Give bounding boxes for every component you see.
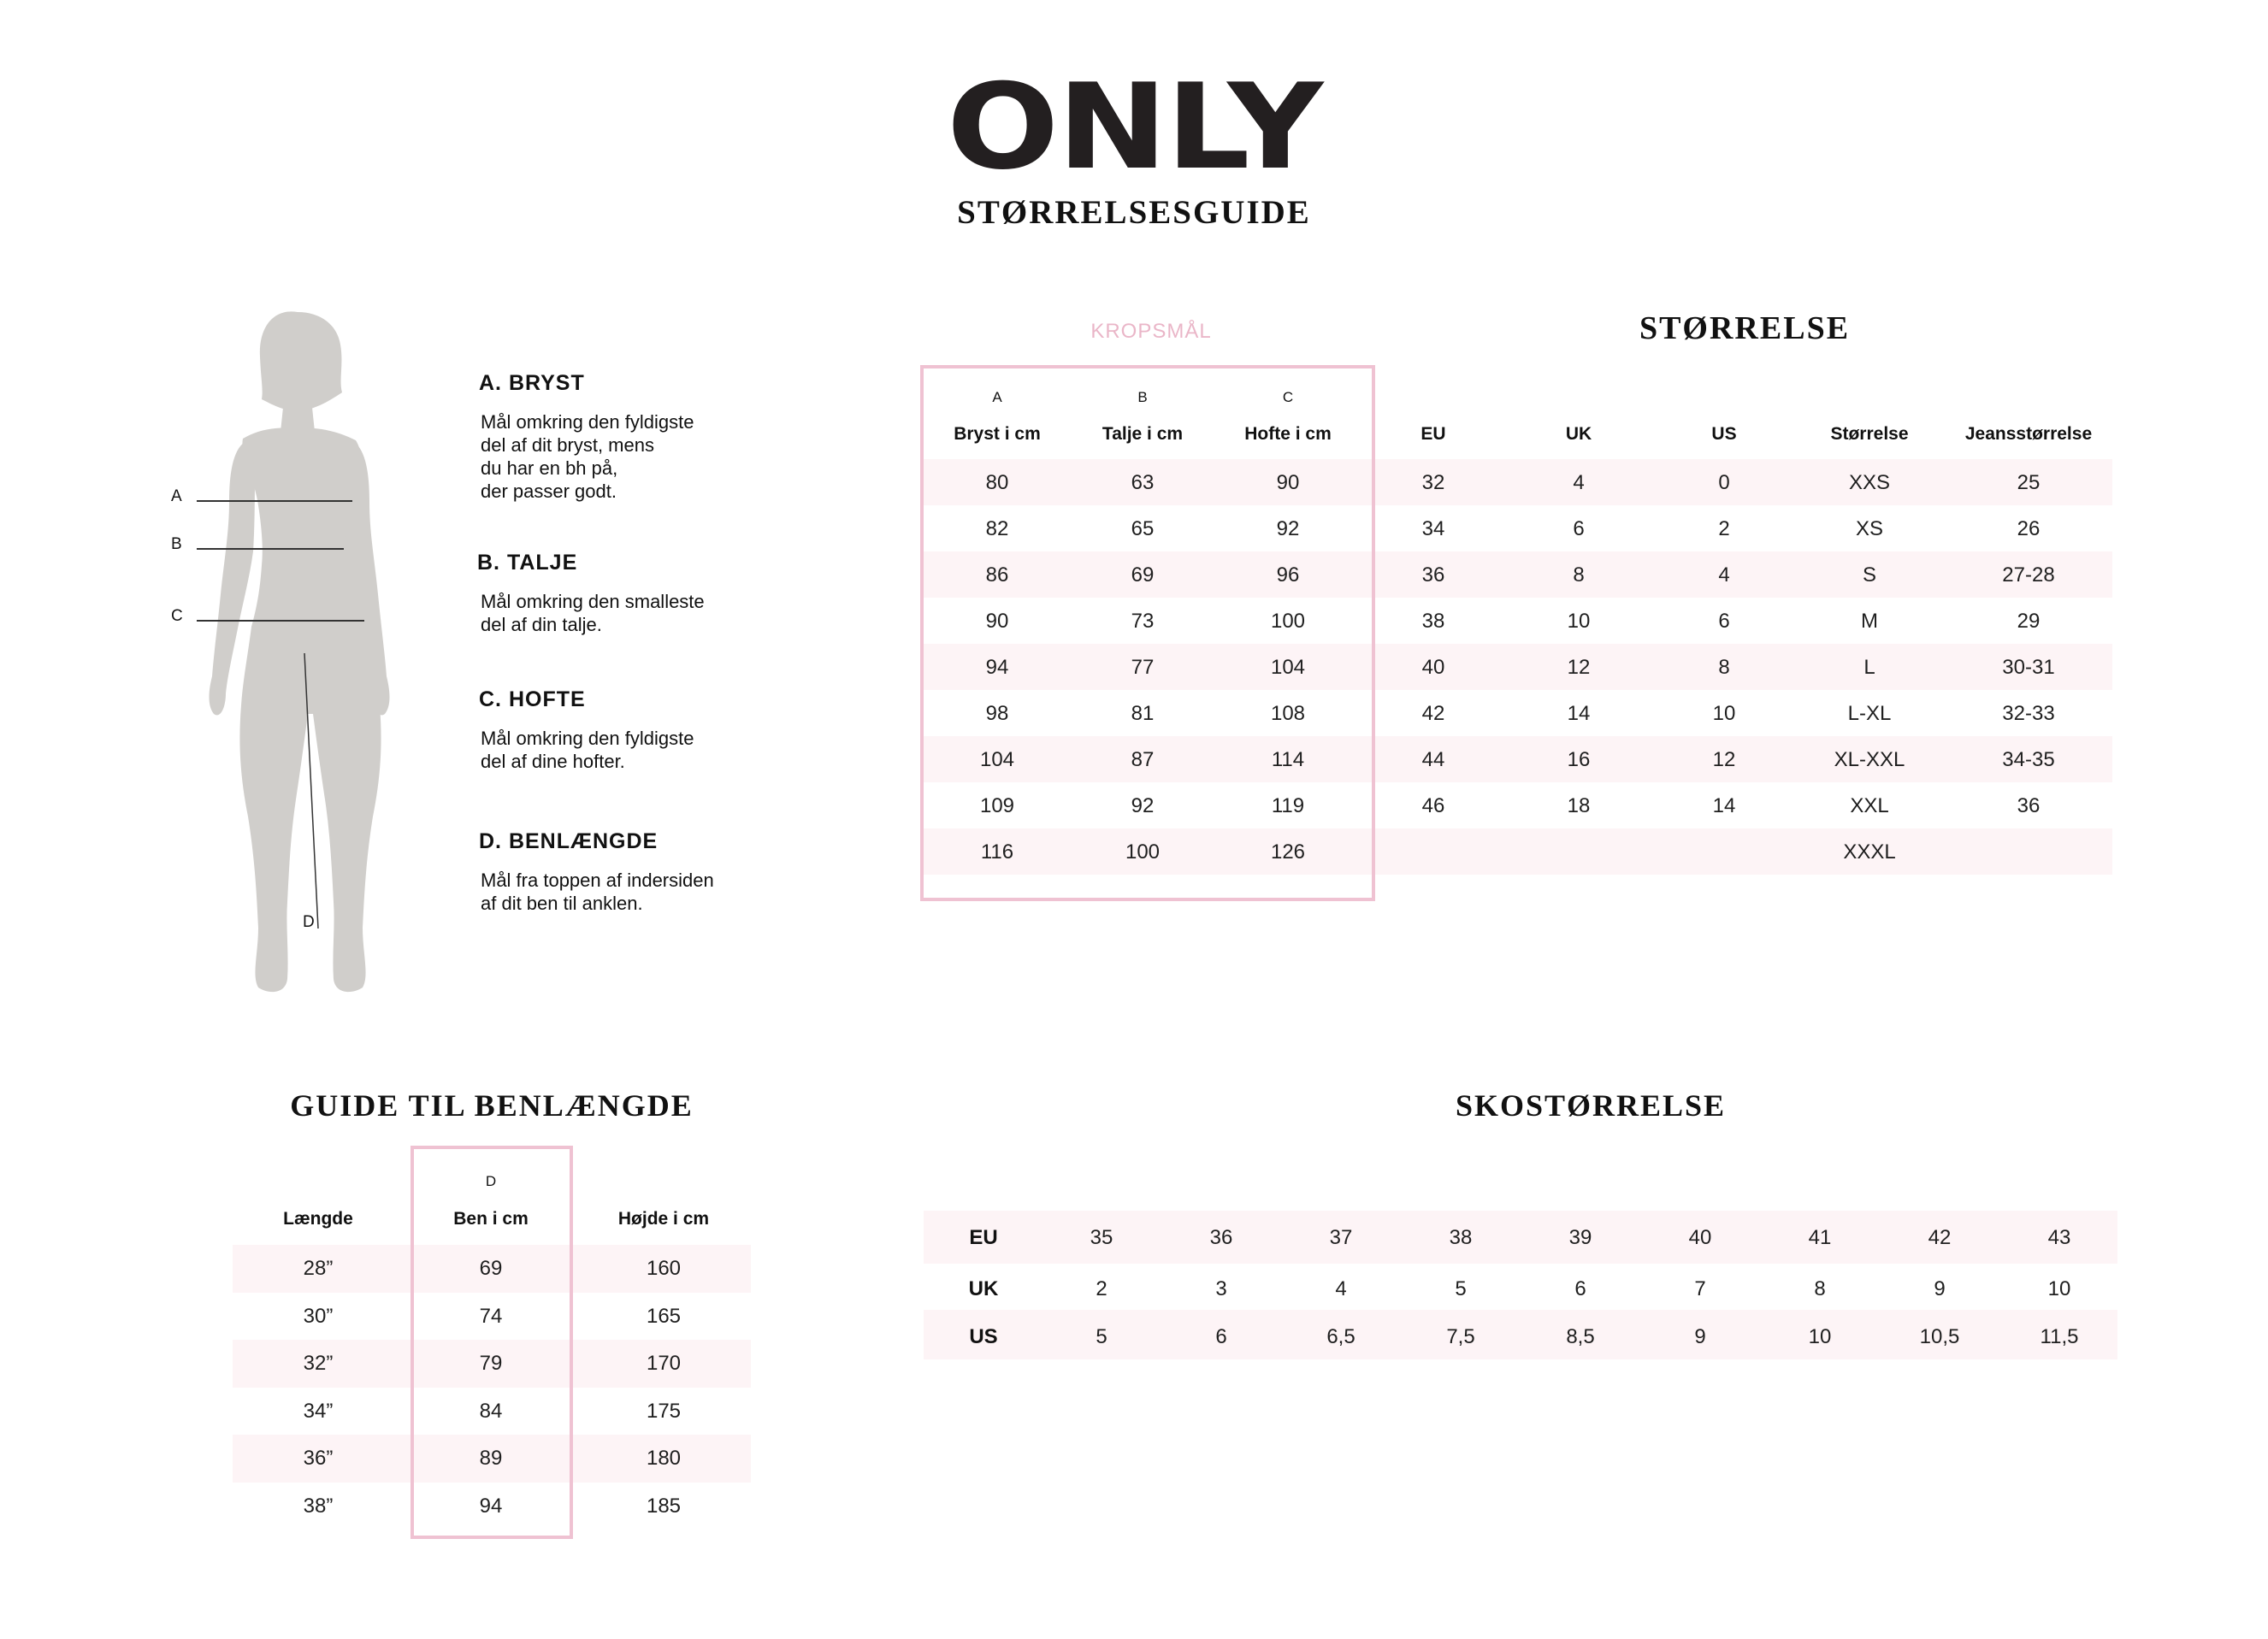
size-table-cell: XL-XXL bbox=[1834, 748, 1905, 771]
leg-table-cell: 170 bbox=[646, 1352, 682, 1375]
measure-text-hofte: Mål omkring den fyldigste del af dine hofter. bbox=[481, 728, 694, 772]
marker-c-line bbox=[197, 620, 364, 622]
body-measurements-title: KROPSMÅL bbox=[1090, 320, 1212, 343]
shoe-table-cell: 8,5 bbox=[1566, 1325, 1595, 1348]
size-col-letter: A bbox=[992, 389, 1002, 405]
shoe-table-cell: 4 bbox=[1335, 1277, 1347, 1300]
size-table-cell: 116 bbox=[980, 840, 1014, 864]
shoe-table-cell: 40 bbox=[1688, 1226, 1712, 1249]
size-table-cell: 69 bbox=[1131, 563, 1155, 587]
size-table-cell: 34 bbox=[1421, 517, 1445, 540]
size-table-cell: 73 bbox=[1131, 610, 1155, 633]
size-col-header: US bbox=[1711, 424, 1737, 444]
size-table-cell: 65 bbox=[1131, 517, 1155, 540]
size-table-cell: 4 bbox=[1718, 563, 1730, 587]
measure-heading-benlaengde: D. BENLÆNGDE bbox=[479, 829, 659, 853]
shoe-table-cell: 35 bbox=[1090, 1226, 1113, 1249]
shoe-table-cell: 8 bbox=[1814, 1277, 1826, 1300]
shoe-table-cell: 3 bbox=[1215, 1277, 1227, 1300]
marker-b-line bbox=[197, 548, 344, 550]
leg-table-cell: 34” bbox=[303, 1399, 334, 1423]
size-table-cell: XS bbox=[1855, 517, 1883, 540]
marker-d-line bbox=[299, 650, 325, 932]
size-table-cell: L-XL bbox=[1847, 702, 1892, 725]
measure-text-talje: Mål omkring den smalleste del af din talje. bbox=[481, 591, 705, 635]
size-table-cell: 25 bbox=[2017, 471, 2041, 494]
shoe-table-cell: 7,5 bbox=[1446, 1325, 1475, 1348]
shoe-table-cell: 5 bbox=[1096, 1325, 1107, 1348]
size-col-header: EU bbox=[1420, 424, 1446, 444]
leg-table-cell: 36” bbox=[303, 1447, 334, 1470]
size-table-cell: 8 bbox=[1718, 656, 1730, 679]
leg-col-letter: D bbox=[485, 1173, 497, 1189]
measure-heading-talje: B. TALJE bbox=[477, 551, 578, 575]
measure-text-benlaengde: Mål fra toppen af indersiden af dit ben til anklen. bbox=[481, 870, 714, 914]
size-table-cell: 40 bbox=[1421, 656, 1445, 679]
shoe-table-cell: 41 bbox=[1808, 1226, 1832, 1249]
shoe-table-cell: 10 bbox=[1808, 1325, 1832, 1348]
leg-table-cell: 79 bbox=[479, 1352, 503, 1375]
size-table-cell: 26 bbox=[2017, 517, 2041, 540]
size-table-cell: XXXL bbox=[1843, 840, 1896, 864]
size-table-cell: 94 bbox=[985, 656, 1009, 679]
size-col-letter: C bbox=[1282, 389, 1294, 405]
size-table-cell: 114 bbox=[1271, 748, 1305, 771]
size-table-cell: 4 bbox=[1573, 471, 1585, 494]
brand-logo: ONLY bbox=[946, 58, 1322, 196]
leg-col-header: Længde bbox=[283, 1209, 353, 1229]
size-table-cell: 92 bbox=[1276, 517, 1300, 540]
size-table-cell: 86 bbox=[985, 563, 1009, 587]
size-table-cell: 87 bbox=[1131, 748, 1155, 771]
size-table-cell: 104 bbox=[1270, 656, 1306, 679]
size-table-cell: 119 bbox=[1271, 794, 1305, 817]
leg-table-cell: 38” bbox=[303, 1494, 334, 1518]
size-table-cell: 80 bbox=[985, 471, 1009, 494]
shoe-table-cell: 6 bbox=[1215, 1325, 1227, 1348]
size-table-cell: 46 bbox=[1421, 794, 1445, 817]
size-table-cell: 12 bbox=[1712, 748, 1736, 771]
leg-table-cell: 160 bbox=[646, 1257, 682, 1280]
shoe-row-label: US bbox=[969, 1325, 998, 1348]
size-table-cell: 30-31 bbox=[2002, 656, 2055, 679]
leg-table-cell: 32” bbox=[303, 1352, 334, 1375]
marker-a-line bbox=[197, 500, 352, 502]
shoe-row-label: UK bbox=[968, 1277, 999, 1300]
size-table-cell: 96 bbox=[1276, 563, 1300, 587]
size-table-cell: 32 bbox=[1421, 471, 1445, 494]
size-table-cell: 44 bbox=[1421, 748, 1445, 771]
leg-table-cell: 69 bbox=[479, 1257, 503, 1280]
leg-table-cell: 175 bbox=[646, 1399, 682, 1423]
size-table-cell: 6 bbox=[1718, 610, 1730, 633]
shoe-table-cell: 7 bbox=[1694, 1277, 1706, 1300]
size-table-cell: 36 bbox=[1421, 563, 1445, 587]
size-table-cell: 82 bbox=[985, 517, 1009, 540]
size-col-header: Talje i cm bbox=[1102, 424, 1184, 444]
size-col-letter: B bbox=[1137, 389, 1148, 405]
size-table-cell: XXL bbox=[1850, 794, 1889, 817]
size-table-cell: 100 bbox=[1270, 610, 1306, 633]
leg-table-cell: 30” bbox=[303, 1304, 334, 1328]
size-table-cell: 8 bbox=[1573, 563, 1585, 587]
shoe-table-cell: 5 bbox=[1455, 1277, 1467, 1300]
shoe-table-cell: 42 bbox=[1928, 1226, 1952, 1249]
size-table-cell: 29 bbox=[2017, 610, 2041, 633]
size-table-cell: 126 bbox=[1270, 840, 1306, 864]
size-table-cell: 14 bbox=[1567, 702, 1591, 725]
marker-b: B bbox=[171, 535, 182, 553]
shoe-size-title: SKOSTØRRELSE bbox=[1455, 1088, 1727, 1123]
shoe-table-cell: 10 bbox=[2047, 1277, 2071, 1300]
leg-col-header: Ben i cm bbox=[453, 1209, 529, 1229]
size-col-header: UK bbox=[1565, 424, 1592, 444]
shoe-table-cell: 43 bbox=[2047, 1226, 2071, 1249]
size-table-cell: 104 bbox=[979, 748, 1015, 771]
size-table-cell: 18 bbox=[1567, 794, 1591, 817]
measure-text-bryst: Mål omkring den fyldigste del af dit bryst, mens du har en bh på, der passer godt. bbox=[481, 411, 694, 502]
size-table-cell: 92 bbox=[1131, 794, 1155, 817]
leg-table-cell: 84 bbox=[479, 1399, 503, 1423]
shoe-table-cell: 38 bbox=[1449, 1226, 1473, 1249]
size-table-cell: 6 bbox=[1573, 517, 1585, 540]
size-table-cell: 32-33 bbox=[2002, 702, 2055, 725]
shoe-table-cell: 6,5 bbox=[1326, 1325, 1355, 1348]
size-table-title: STØRRELSE bbox=[1639, 310, 1851, 346]
size-table-cell: 12 bbox=[1567, 656, 1591, 679]
size-table-cell: 90 bbox=[985, 610, 1009, 633]
shoe-table-cell: 39 bbox=[1568, 1226, 1592, 1249]
size-table-cell: 90 bbox=[1276, 471, 1300, 494]
shoe-table-cell: 11,5 bbox=[2040, 1325, 2079, 1348]
marker-d: D bbox=[303, 913, 315, 931]
size-table-cell: 0 bbox=[1718, 471, 1730, 494]
shoe-table-cell: 37 bbox=[1329, 1226, 1353, 1249]
size-table-cell: 98 bbox=[985, 702, 1009, 725]
size-col-header: Jeansstørrelse bbox=[1964, 424, 2093, 444]
size-table-cell: 38 bbox=[1421, 610, 1445, 633]
size-table-cell: 27-28 bbox=[2002, 563, 2055, 587]
size-table-cell: 36 bbox=[2017, 794, 2041, 817]
leg-length-highlight bbox=[410, 1146, 573, 1539]
size-table-cell: 77 bbox=[1131, 656, 1155, 679]
shoe-table-cell: 10,5 bbox=[1919, 1325, 1960, 1348]
size-table-cell: M bbox=[1861, 610, 1878, 633]
size-table-cell: 109 bbox=[979, 794, 1015, 817]
shoe-table-cell: 9 bbox=[1694, 1325, 1706, 1348]
size-table-cell: 42 bbox=[1421, 702, 1445, 725]
shoe-table-cell: 36 bbox=[1209, 1226, 1233, 1249]
size-table-cell: 34-35 bbox=[2002, 748, 2055, 771]
shoe-table-cell: 9 bbox=[1934, 1277, 1946, 1300]
page-title: STØRRELSESGUIDE bbox=[957, 194, 1311, 231]
leg-table-cell: 74 bbox=[479, 1304, 503, 1328]
size-table-cell: 10 bbox=[1712, 702, 1736, 725]
leg-guide-title: GUIDE TIL BENLÆNGDE bbox=[290, 1088, 694, 1123]
body-silhouette-figure bbox=[154, 304, 410, 1005]
marker-a: A bbox=[171, 487, 182, 505]
size-col-header: Hofte i cm bbox=[1244, 424, 1332, 444]
size-table-cell: 108 bbox=[1270, 702, 1306, 725]
leg-table-cell: 94 bbox=[479, 1494, 503, 1518]
marker-c: C bbox=[171, 607, 183, 625]
shoe-table-cell: 2 bbox=[1096, 1277, 1107, 1300]
leg-table-cell: 165 bbox=[646, 1304, 682, 1328]
size-table-cell: S bbox=[1862, 563, 1876, 587]
size-table-cell: XXS bbox=[1848, 471, 1891, 494]
size-table-cell: 16 bbox=[1567, 748, 1591, 771]
size-table-cell: 63 bbox=[1131, 471, 1155, 494]
size-table-cell: 14 bbox=[1712, 794, 1736, 817]
size-table-cell: 81 bbox=[1131, 702, 1155, 725]
size-table-cell: L bbox=[1863, 656, 1875, 679]
shoe-table-cell: 6 bbox=[1574, 1277, 1586, 1300]
measure-heading-bryst: A. BRYST bbox=[479, 371, 585, 395]
size-col-header: Bryst i cm bbox=[954, 424, 1041, 444]
size-table-cell: 2 bbox=[1718, 517, 1730, 540]
size-table-cell: 10 bbox=[1567, 610, 1591, 633]
leg-table-cell: 185 bbox=[646, 1494, 682, 1518]
leg-table-cell: 89 bbox=[479, 1447, 503, 1470]
leg-table-cell: 28” bbox=[303, 1257, 334, 1280]
size-table-cell: 100 bbox=[1125, 840, 1161, 864]
leg-table-cell: 180 bbox=[646, 1447, 682, 1470]
leg-col-header: Højde i cm bbox=[617, 1209, 710, 1229]
shoe-row-label: EU bbox=[969, 1226, 998, 1249]
size-col-header: Størrelse bbox=[1830, 424, 1909, 444]
measure-heading-hofte: C. HOFTE bbox=[479, 687, 586, 711]
